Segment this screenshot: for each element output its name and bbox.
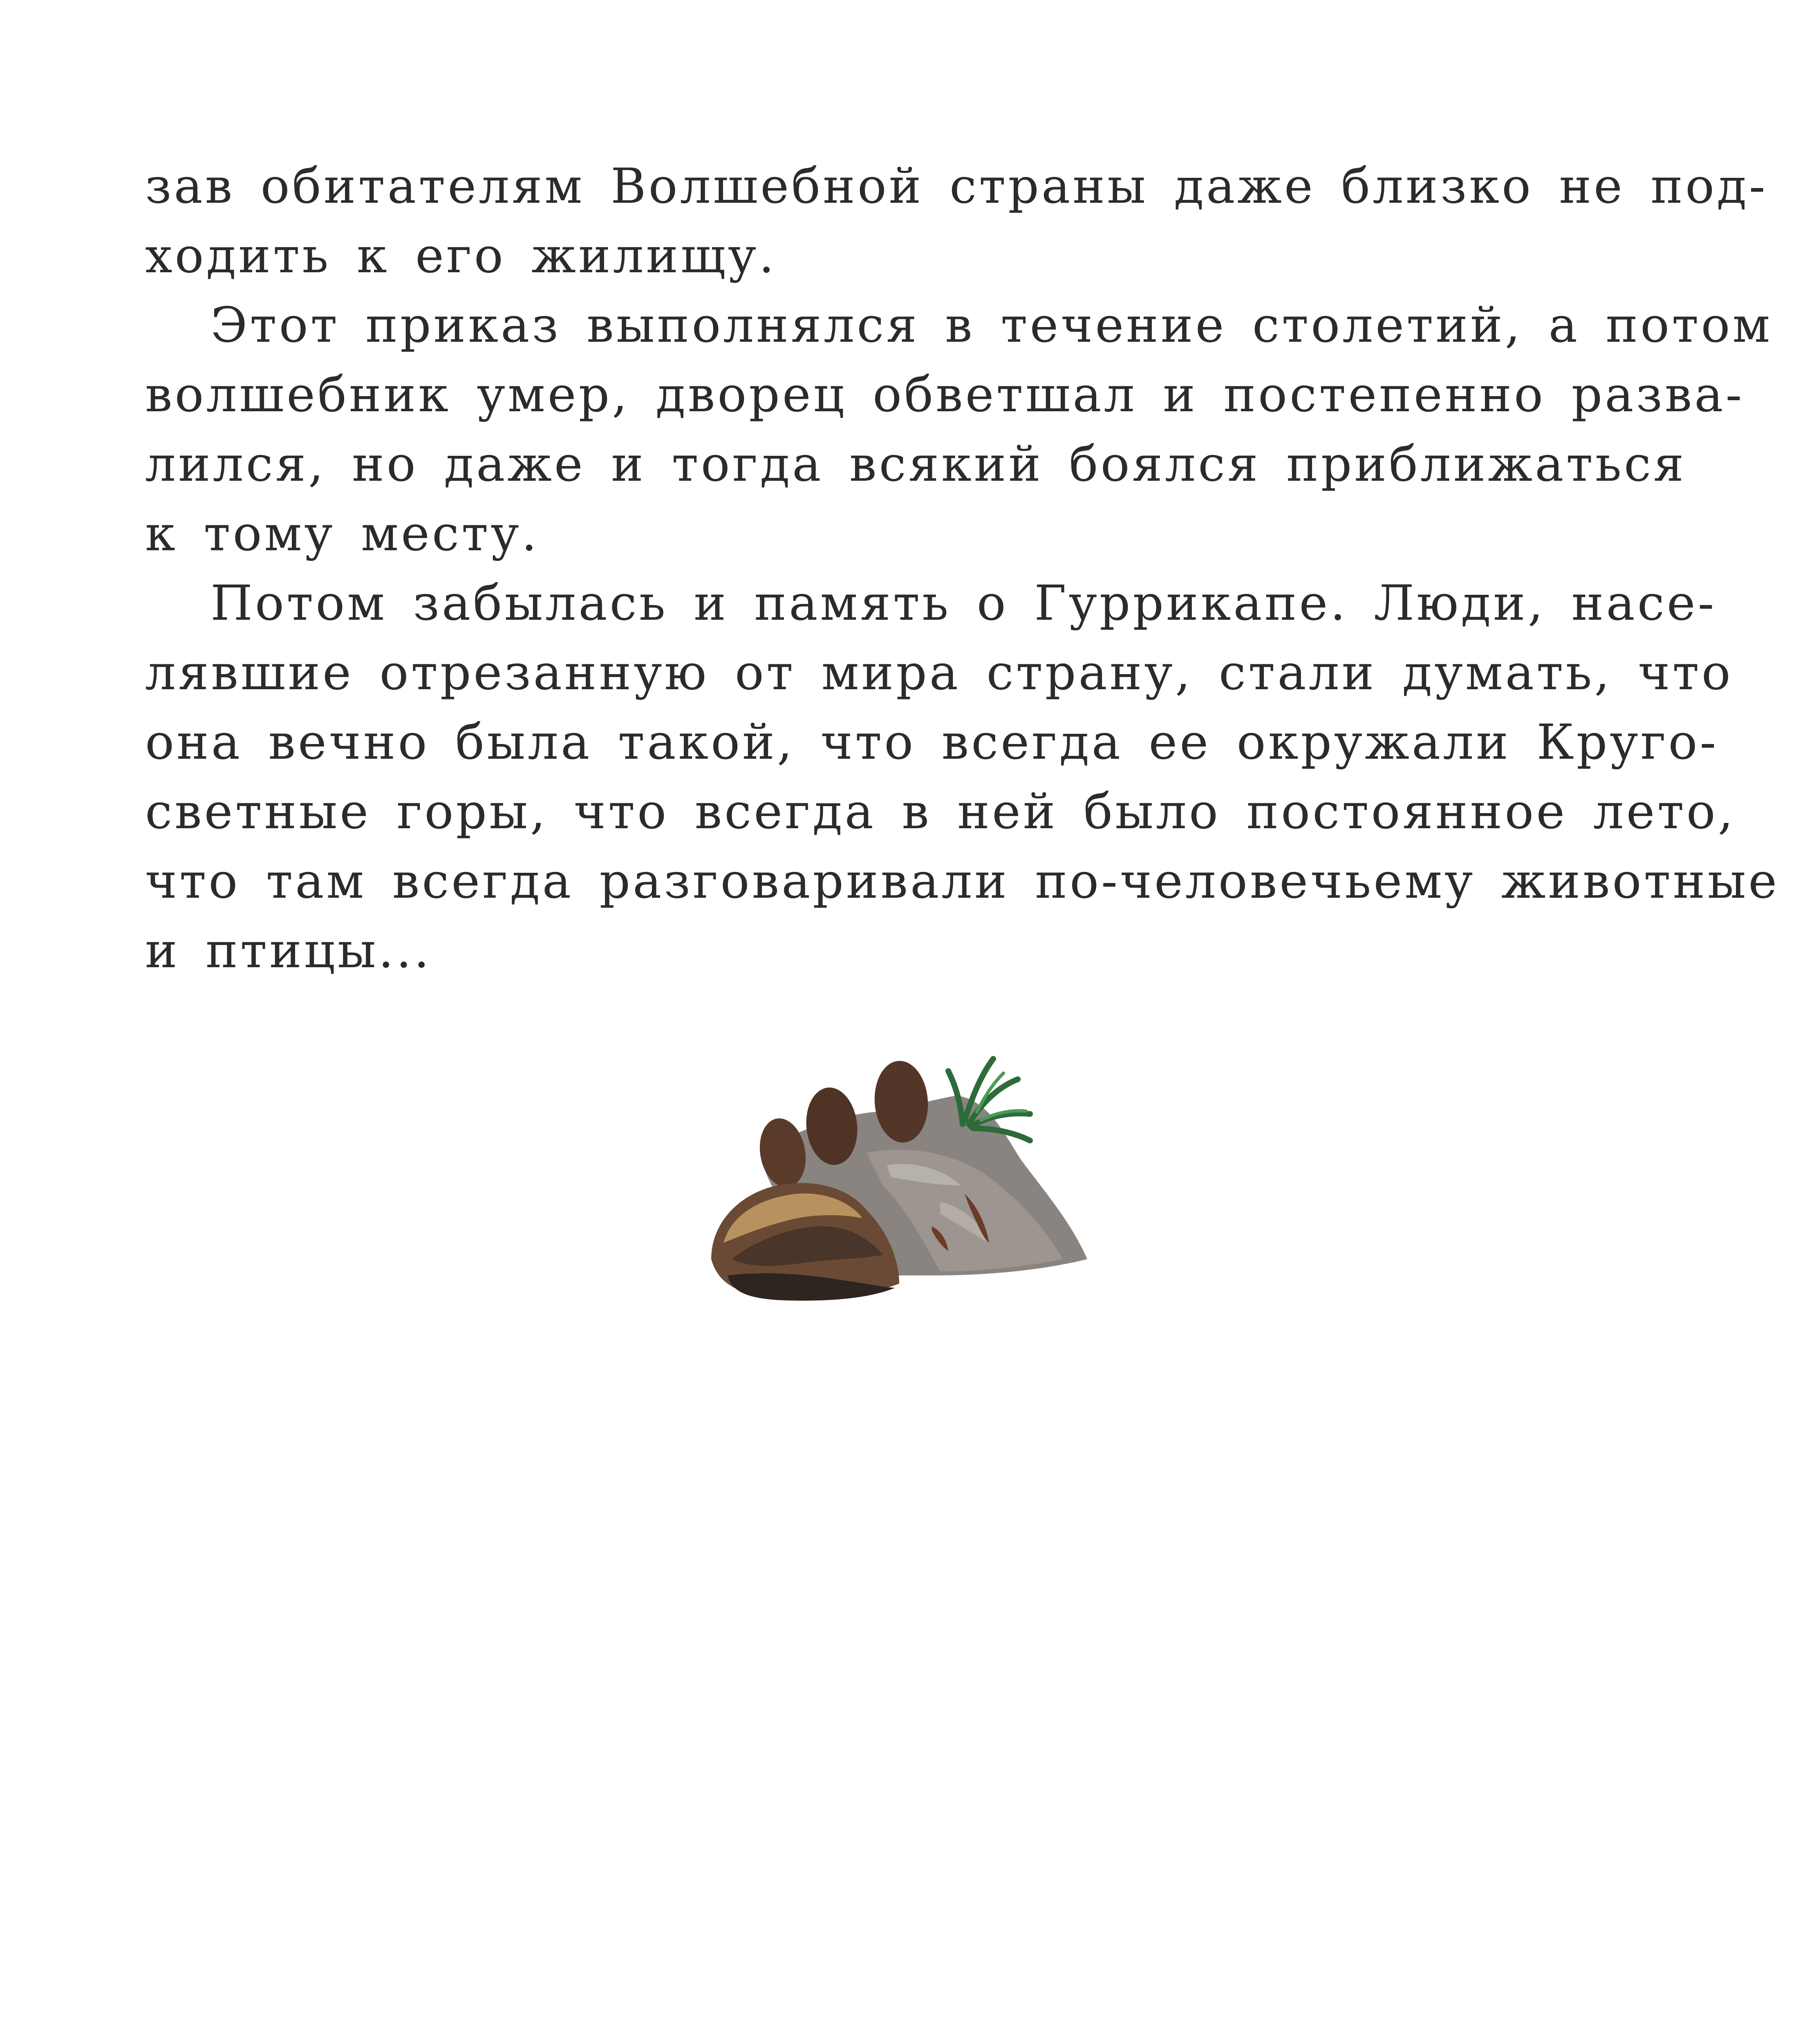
text-line: светные горы, что всегда в ней было постоянное лето, xyxy=(145,783,1736,840)
text-line: зав обитателям Волшебной страны даже близко не под- xyxy=(145,158,1768,214)
text-line: ходить к его жилищу. xyxy=(145,227,777,284)
text-line: Потом забылась и память о Гуррикапе. Люди, насе- xyxy=(211,575,1717,631)
paragraph-2 xyxy=(145,290,1773,568)
text-line: волшебник умер, дворец обветшал и постепенно разва- xyxy=(145,366,1745,423)
text-block xyxy=(145,151,1780,985)
text-line: к тому месту. xyxy=(145,505,540,562)
ruins-illustration xyxy=(695,1030,1128,1316)
paragraph-1 xyxy=(145,151,1768,290)
text-line: лявшие отрезанную от мира страну, стали думать, что xyxy=(145,644,1733,701)
text-line: она вечно была такой, что всегда ее окружали Круго- xyxy=(145,714,1719,770)
text-line: Этот приказ выполнялся в течение столетий, а потом xyxy=(211,297,1773,353)
text-line: лился, но даже и тогда всякий боялся приближаться xyxy=(145,436,1686,492)
text-line: и птицы... xyxy=(145,922,432,979)
text-line: что там всегда разговаривали по-человечьему животные xyxy=(145,853,1780,909)
paragraph-3 xyxy=(145,568,1780,985)
